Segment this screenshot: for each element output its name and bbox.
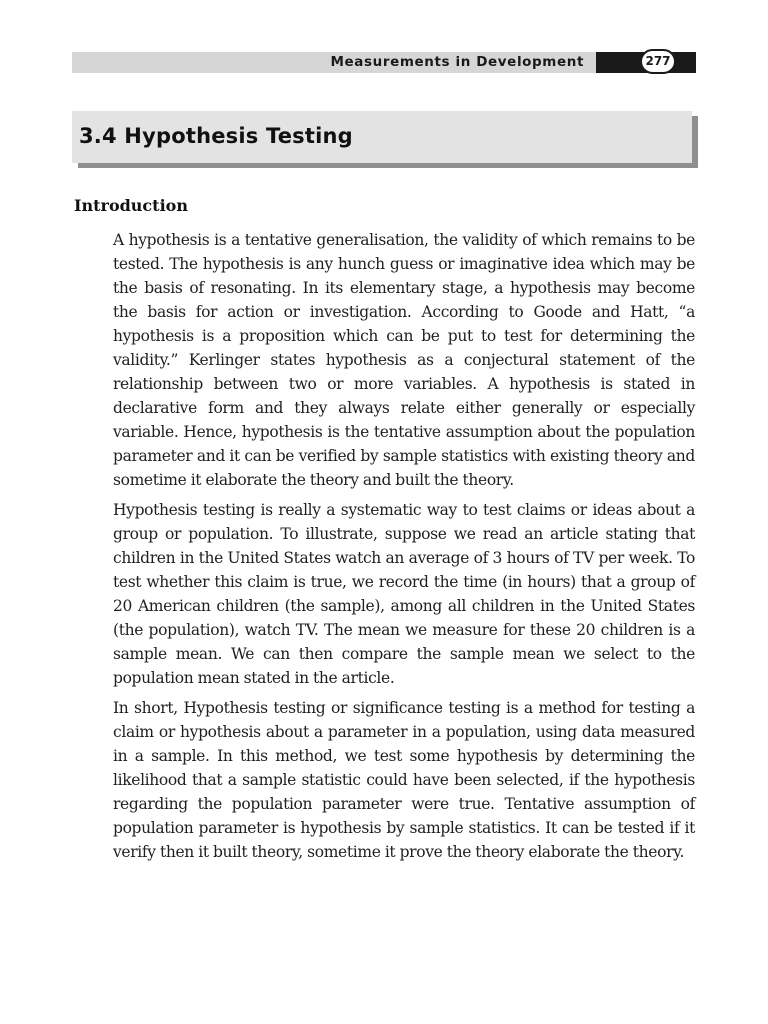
section-heading-box	[72, 111, 692, 163]
running-header-title: Measurements in Development	[330, 54, 584, 70]
page-number: 277	[640, 49, 676, 74]
paragraph-3: In short, Hypothesis testing or significance testing is a method for testing a claim or hypothesis about a parameter in a population, using data measured in a sample. In this method, we test some hypothesis by determining the likelihood that a sample statistic could have been selected, if the hypothesis regarding the population parameter were true. Tentative assumption of population parameter is hypothesis by sample statistics. It can be tested if it verify then it built theory, sometime it prove the theory elaborate the theory.	[113, 699, 695, 861]
body-text	[113, 228, 695, 870]
paragraph-2: Hypothesis testing is really a systematic way to test claims or ideas about a group or population. To illustrate, suppose we read an article stating that children in the United States watch an average of 3 hours of TV per week. To test whether this claim is true, we record the time (in hours) that a group of 20 American children (the sample), among all children in the United States (the population), watch TV. The mean we measure for these 20 children is a sample mean. We can then compare the sample mean we select to the population mean stated in the article.	[113, 501, 695, 687]
subheading-introduction: Introduction	[74, 196, 188, 215]
running-header	[72, 52, 696, 73]
section-title: 3.4 Hypothesis Testing	[79, 124, 353, 148]
paragraph-1: A hypothesis is a tentative generalisation, the validity of which remains to be tested. The hypothesis is any hunch guess or imaginative idea which may be the basis of resonating. In its elementary stage, a hypothesis may become the basis for action or investigation. According to Goode and Hatt, “a hypothesis is a proposition which can be put to test for determining the validity.” Kerlinger states hypothesis as a conjectural statement of the relationship between two or more variables. A hypothesis is stated in declarative form and they always relate either generally or especially variable. Hence, hypothesis is the tentative assumption about the population parameter and it can be verified by sample statistics with existing theory and sometime it elaborate the theory and built the theory.	[113, 231, 695, 489]
